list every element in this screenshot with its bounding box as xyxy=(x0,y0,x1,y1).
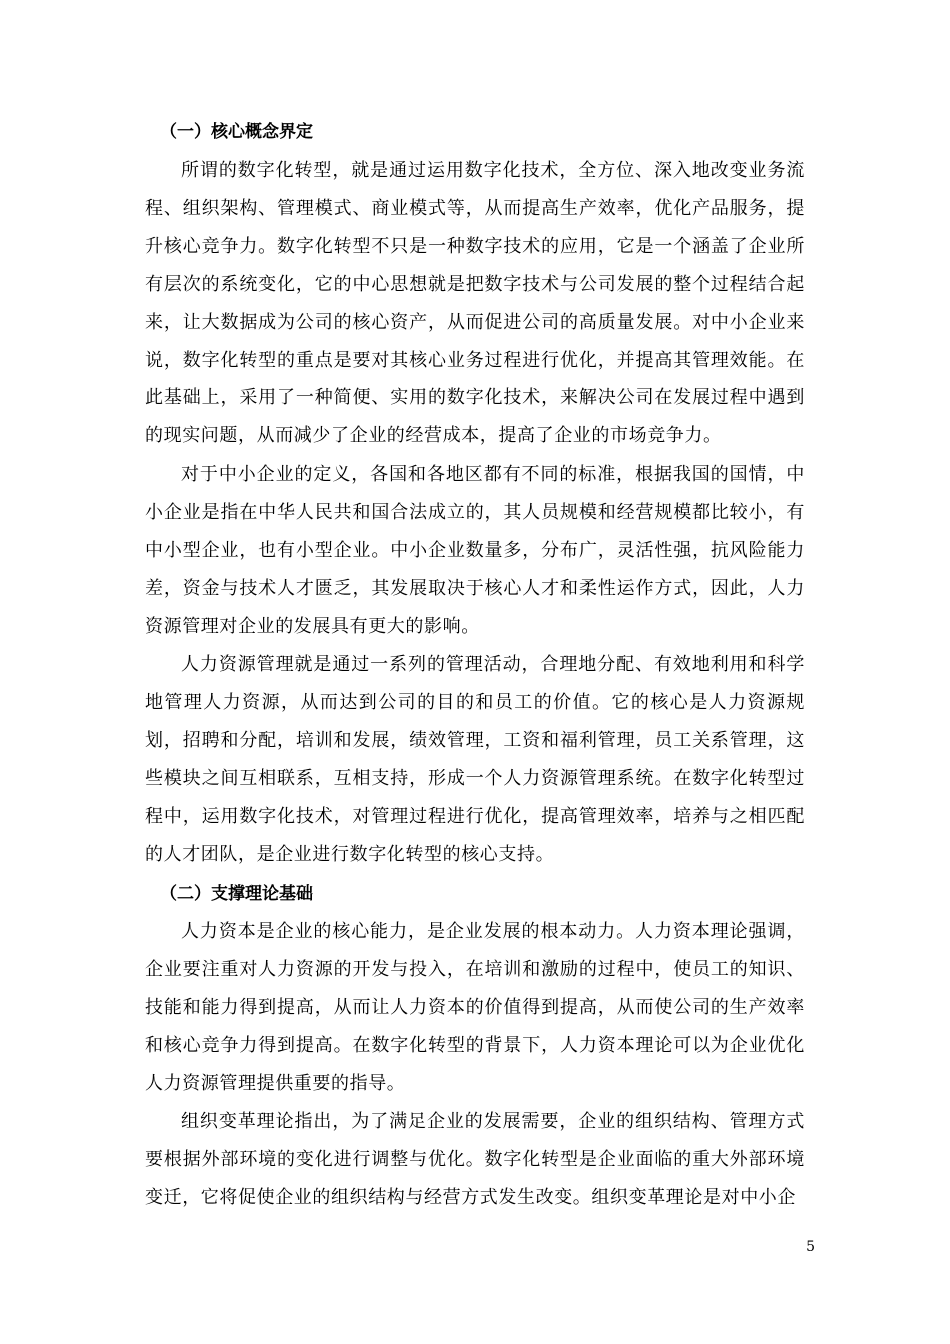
paragraph-sme-definition: 对于中小企业的定义，各国和各地区都有不同的标准，根据我国的国情，中小企业是指在中华人民共和国合法成立的，其人员规模和经营规模都比较小，有中小型企业，也有小型企业。中小企业数量多，分布广，灵活性强，抗风险能力差，资金与技术人才匮乏，其发展取决于核心人才和柔性运作方式，因此，人力资源管理对企业的发展具有更大的影响。 xyxy=(145,464,805,637)
paragraph-digital-transformation-definition: 所谓的数字化转型，就是通过运用数字化技术，全方位、深入地改变业务流程、组织架构、管理模式、商业模式等，从而提高生产效率，优化产品服务，提升核心竞争力。数字化转型不只是一种数字技术的应用，它是一个涵盖了企业所有层次的系统变化，它的中心思想就是把数字技术与公司发展的整个过程结合起来，让大数据成为公司的核心资产，从而促进公司的高质量发展。对中小企业来说，数字化转型的重点是要对其核心业务过程进行优化，并提高其管理效能。在此基础上，采用了一种简便、实用的数字化技术，来解决公司在发展过程中遇到的现实问题，从而减少了企业的经营成本，提高了企业的市场竞争力。 xyxy=(145,160,805,447)
page-number: 5 xyxy=(806,1239,815,1255)
paragraph-human-capital-theory: 人力资本是企业的核心能力，是企业发展的根本动力。人力资本理论强调，企业要注重对人力资源的开发与投入，在培训和激励的过程中，使员工的知识、技能和能力得到提高，从而让人力资本的价值得到提高，从而使公司的生产效率和核心竞争力得到提高。在数字化转型的背景下，人力资本理论可以为企业优化人力资源管理提供重要的指导。 xyxy=(145,921,805,1094)
paragraph-organizational-change-theory: 组织变革理论指出，为了满足企业的发展需要，企业的组织结构、管理方式要根据外部环境的变化进行调整与优化。数字化转型是企业面临的重大外部环境变迁，它将促使企业的组织结构与经营方式发生改变。组织变革理论是对中小企 xyxy=(145,1111,805,1208)
paragraph-hr-management-definition: 人力资源管理就是通过一系列的管理活动，合理地分配、有效地利用和科学地管理人力资源，从而达到公司的目的和员工的价值。它的核心是人力资源规划，招聘和分配，培训和发展，绩效管理，工资和福利管理，员工关系管理，这些模块之间互相联系，互相支持，形成一个人力资源管理系统。在数字化转型过程中，运用数字化技术，对管理过程进行优化，提高管理效率，培养与之相匹配的人才团队，是企业进行数字化转型的核心支持。 xyxy=(145,654,805,865)
section-heading-core-concepts: （一）核心概念界定 xyxy=(160,122,313,142)
section-heading-theoretical-basis: （二）支撑理论基础 xyxy=(160,884,313,904)
